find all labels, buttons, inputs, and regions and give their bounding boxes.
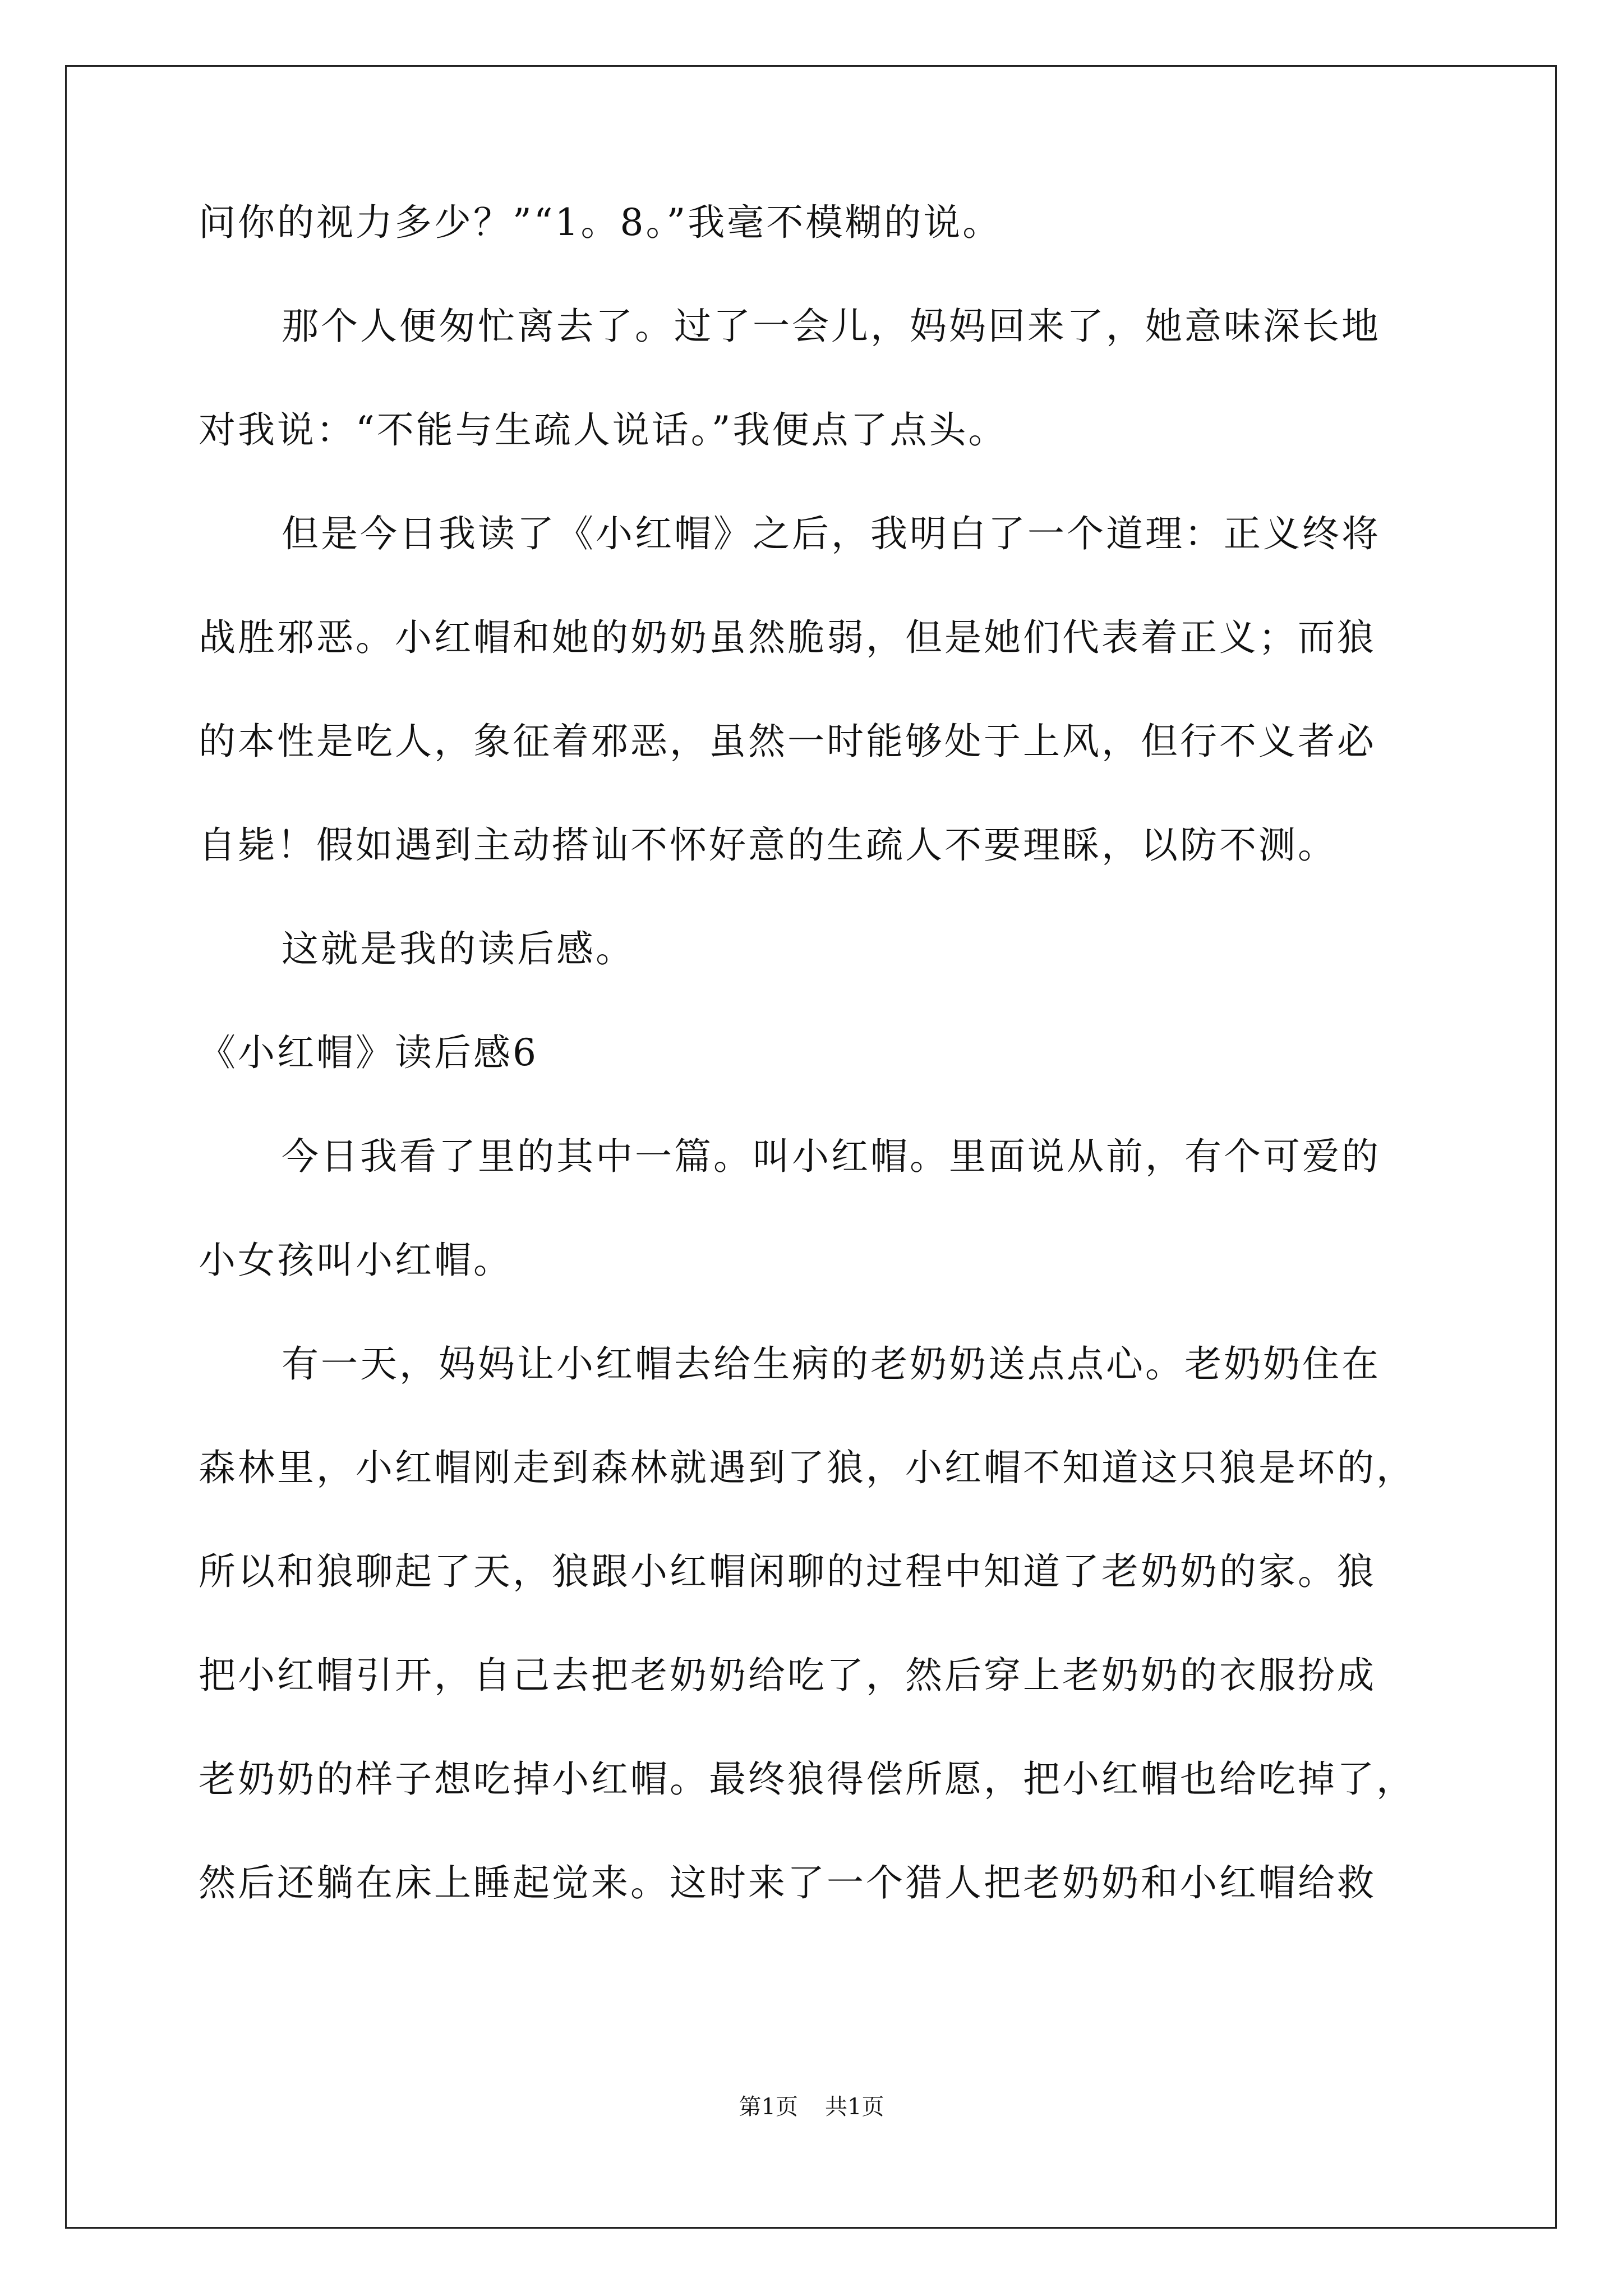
text-line-8: 这就是我的读后感。 bbox=[282, 927, 635, 970]
text-line-13: 森林里，小红帽刚走到森林就遇到了狼，小红帽不知道这只狼是坏的， bbox=[199, 1446, 1415, 1489]
text-line-11: 小女孩叫小红帽。 bbox=[199, 1239, 513, 1282]
page-number-current: 第1页 bbox=[739, 2094, 798, 2120]
text-line-10: 今日我看了里的其中一篇。叫小红帽。里面说从前，有个可爱的 bbox=[282, 1135, 1381, 1178]
text-line-6: 的本性是吃人，象征着邪恶，虽然一时能够处于上风，但行不义者必 bbox=[199, 720, 1376, 763]
document-body bbox=[199, 196, 1432, 1961]
text-line-4: 但是今日我读了《小红帽》之后，我明白了一个道理：正义终将 bbox=[282, 512, 1381, 555]
text-line-12: 有一天，妈妈让小红帽去给生病的老奶奶送点点心。老奶奶住在 bbox=[282, 1342, 1381, 1386]
text-line-17: 然后还躺在床上睡起觉来。这时来了一个猎人把老奶奶和小红帽给救 bbox=[199, 1861, 1376, 1904]
text-line-16: 老奶奶的样子想吃掉小红帽。最终狼得偿所愿，把小红帽也给吃掉了， bbox=[199, 1757, 1415, 1801]
text-line-3: 对我说：“不能与生疏人说话。”我便点了点头。 bbox=[199, 408, 1008, 452]
page-number-total: 共1页 bbox=[825, 2094, 884, 2120]
text-line-15: 把小红帽引开，自己去把老奶奶给吃了，然后穿上老奶奶的衣服扮成 bbox=[199, 1654, 1376, 1697]
section-heading: 《小红帽》读后感6 bbox=[199, 1031, 538, 1074]
text-line-7: 自毙！假如遇到主动搭讪不怀好意的生疏人不要理睬，以防不测。 bbox=[199, 823, 1337, 867]
text-line-5: 战胜邪恶。小红帽和她的奶奶虽然脆弱，但是她们代表着正义；而狼 bbox=[199, 616, 1376, 659]
text-line-14: 所以和狼聊起了天，狼跟小红帽闲聊的过程中知道了老奶奶的家。狼 bbox=[199, 1550, 1376, 1593]
text-line-2: 那个人便匆忙离去了。过了一会儿，妈妈回来了，她意味深长地 bbox=[282, 305, 1381, 348]
page-footer bbox=[0, 2091, 1623, 2123]
text-line-1: 问你的视力多少？”“1。8。”我毫不模糊的说。 bbox=[199, 201, 1002, 244]
